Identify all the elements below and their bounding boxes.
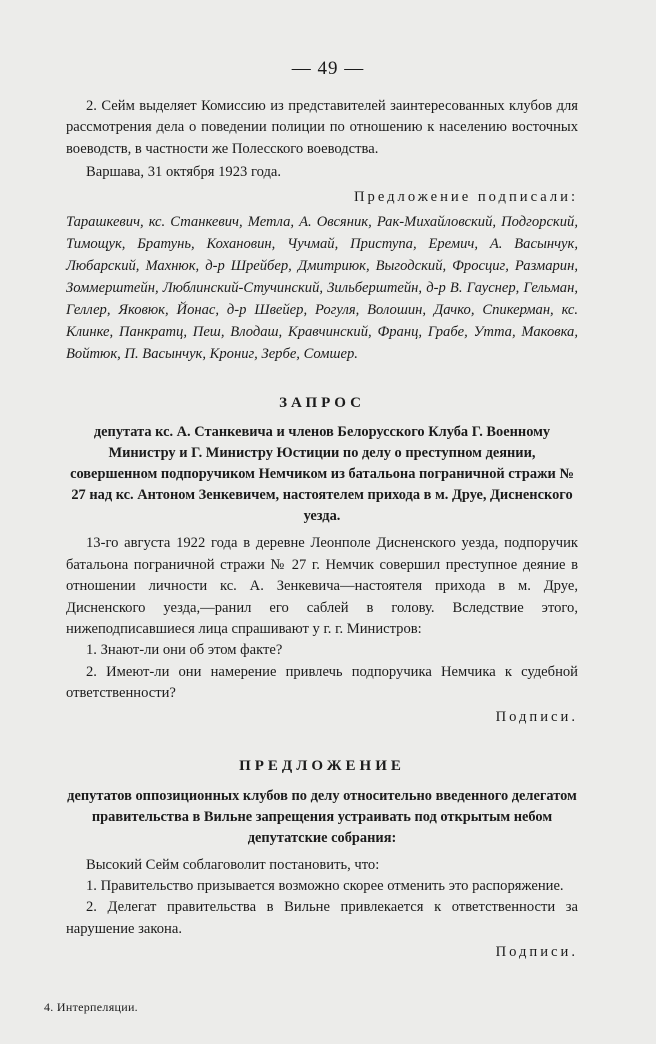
- predlozhenie-signature: Подписи.: [495, 944, 578, 961]
- zapros-subheading: депутата кс. А. Станкевича и членов Белорусского Клуба Г. Военному Министру и Г. Министру Юстиции по делу о преступном деянии, совершенном подпоручиком Немчиком из батальона пограничной стражи № 27 над кс. Антоном Зенкевичем, настоятелем прихода в м. Друе, Дисненского уезда.: [70, 424, 574, 525]
- question-item: 1. Знают-ли они об этом факте?: [86, 642, 283, 659]
- signatories-list: Тарашкевич, кс. Станкевич, Метла, А. Овсяник, Рак-Михайловский, Подгорский, Тимощук, Братунь, Кохановин, Чучмай, Приступа, Еремич, А. Васынчук, Любарский, Махнюк, д-р Шрейбер, Дмитриюк, Выгодский, Фросциг, Размарин, Зоммерштейн, Люблинский-Стучинский, Зильберштейн, д-р В. Гауснер, Гельман, Геллер, Яковюк, Йонас, д-р Швейер, Рогуля, Волошин, Дачко, Спикерман, кс. Клинке, Панкратц, Пеш, Влодаш, Кравчинский, Франц, Грабе, Утта, Маковка, Войтюк, П. Васынчук, Крониг, Зербе, Сомшер.: [66, 214, 578, 363]
- proposal-item: 2. Делегат правительства в Вильне привлекается к ответственности за нарушение закона.: [66, 899, 578, 937]
- predlozhenie-items: [66, 876, 578, 940]
- question-item: 2. Имеют-ли они намерение привлечь подпоручика Немчика к судебной ответственности?: [66, 663, 578, 702]
- page-body: [66, 96, 578, 964]
- signed-by-label: Предложение подписали:: [353, 188, 578, 205]
- zapros-signature: Подписи.: [495, 708, 578, 725]
- zapros-body: 13-го августа 1922 года в деревне Леонполе Дисненского уезда, подпоручик батальона пограничной стражи № 27 г. Немчик совершил преступное деяние в отношении личности кс. А. Зенкевича—настоятеля прихода в м. Друе, Дисненского уезда,—ранил его саблей в голову. Вследствие этого, нижеподписавшиеся лица спрашивают у г. г. Министров:: [66, 535, 578, 638]
- date-line: Варшава, 31 октября 1923 года.: [86, 164, 281, 181]
- predlozhenie-subheading: депутатов оппозиционных клубов по делу относительно введенного делегатом правительства в Вильне запрещения устраивать под открытым небом депутатские собрания:: [67, 787, 577, 846]
- page-number: — 49 —: [291, 58, 365, 79]
- paragraph-commission: 2. Сейм выделяет Комиссию из представителей заинтересованных клубов для рассмотрения дела о поведении полиции по отношению к населению восточных воеводств, в частности же Полесского воеводства.: [66, 98, 578, 157]
- zapros-questions: [66, 640, 578, 704]
- proposal-item: 1. Правительство призывается возможно скорее отменить это распоряжение.: [86, 877, 564, 894]
- footer-note: 4. Интерпеляции.: [44, 1000, 138, 1014]
- zapros-heading: ЗАПРОС: [279, 395, 365, 412]
- predlozhenie-intro: Высокий Сейм соблаговолит постановить, что:: [86, 856, 380, 873]
- predlozhenie-heading: ПРЕДЛОЖЕНИЕ: [239, 758, 405, 775]
